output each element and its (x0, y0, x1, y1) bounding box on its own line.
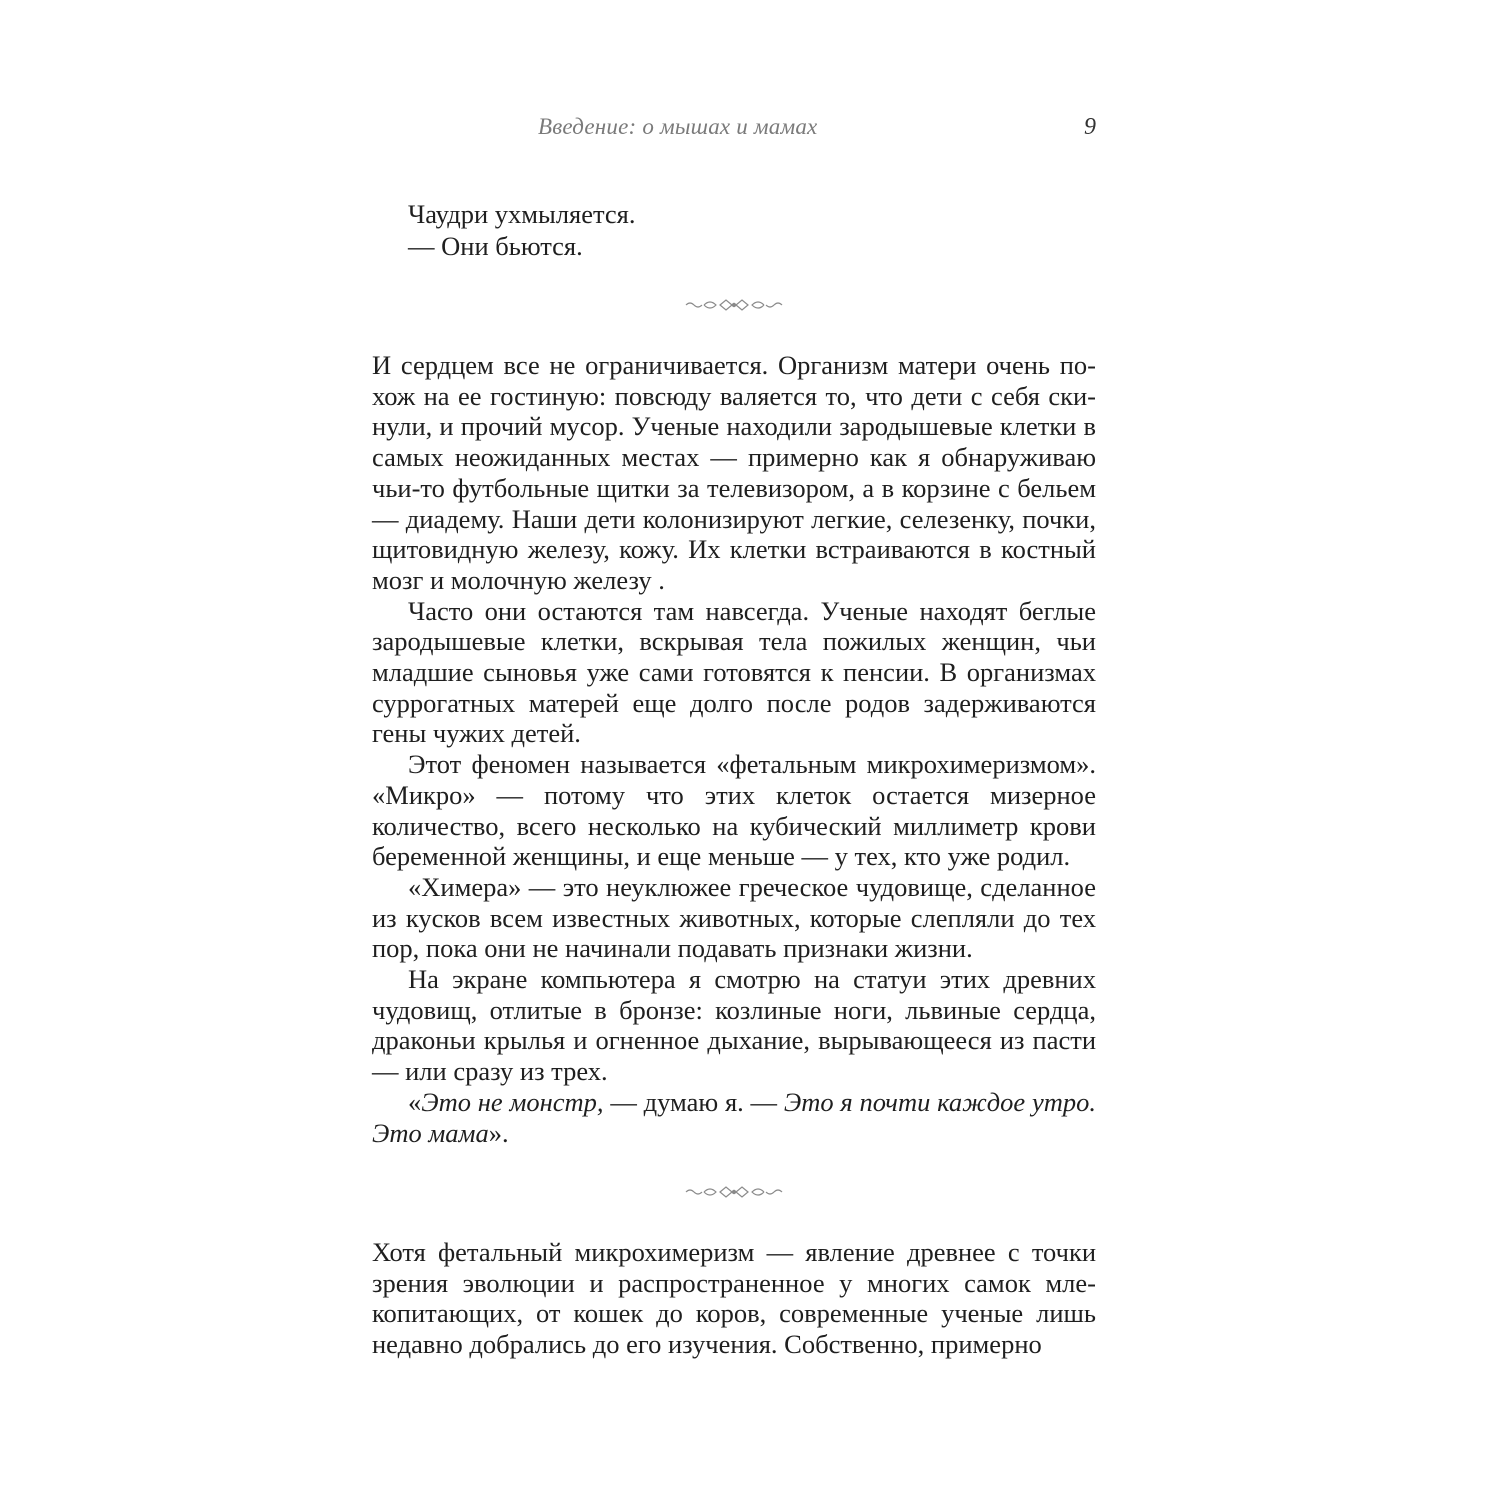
dialog-line: — Они бьются. (408, 231, 583, 261)
text-section-1 (372, 350, 1096, 1148)
paragraph-quote (372, 1087, 1096, 1148)
dialog-line: Чаудри ухмыляется. (408, 199, 636, 229)
dialog-lines (408, 198, 636, 262)
quote-close: ». (488, 1117, 509, 1148)
page-number: 9 (1084, 114, 1096, 140)
section-divider-ornament-icon (684, 1185, 784, 1199)
text-section-2 (372, 1237, 1096, 1360)
paragraph: И сердцем все не ограничивается. Организм матери очень похож на ее гостиную: повсюду валяется то, что дети с себя скинули, и прочий мусор. Ученые находили зародышевые клетки в самых неожиданных местах — примерно как я обнаруживаю чьи-то футбольные щитки за телевизором, а в корзине с бельем — диадему. Наши дети колонизируют легкие, селезенку, почки, щитовидную железу, кожу. Их клетки встраиваются в костный мозг и молочную железу . (372, 350, 1096, 595)
running-header (372, 114, 1096, 148)
paragraph: На экране компьютера я смотрю на статуи этих древних чудовищ, отлитые в бронзе: козлиные ноги, львиные сердца, драконьи крылья и огненное дыхание, вырывающееся из пасти — или сразу из трех. (372, 964, 1096, 1087)
quote-italic-1: Это не монстр, (421, 1086, 604, 1117)
paragraph: Часто они остаются там навсегда. Ученые находят беглые зародышевые клетки, вскрывая тела пожилых женщин, чьи младшие сыновья уже сами готовятся к пенсии. В организмах суррогатных матерей еще долго после родов задерживаются гены чужих детей. (372, 595, 1096, 749)
quote-attribution: — думаю я. — (603, 1086, 784, 1117)
paragraph: Этот феномен называется «фетальным микрохимеризмом». «Микро» — потому что этих клеток остается мизерное количество, всего несколько на кубический миллиметр крови беременной женщины, и еще меньше — у тех, кто уже родил. (372, 749, 1096, 872)
running-title: Введение: о мышах и мамах (538, 114, 818, 139)
quote-italic-2: Это я почти каждое утро. Это мама (372, 1086, 1096, 1148)
paragraph: Хотя фетальный микрохимеризм — явление древнее с точки зрения эволюции и распространенное у многих самок млекопитающих, от кошек до коров, современные ученые лишь недавно добрались до его изучения. Собственно, примерно (372, 1237, 1096, 1360)
paragraph: «Химера» — это неуклюжее греческое чудовище, сделанное из кусков всем известных животных, которые слепляли до тех пор, пока они не начинали подавать признаки жизни. (372, 871, 1096, 964)
quote-open: « (408, 1086, 422, 1117)
section-divider-ornament-icon (684, 298, 784, 312)
